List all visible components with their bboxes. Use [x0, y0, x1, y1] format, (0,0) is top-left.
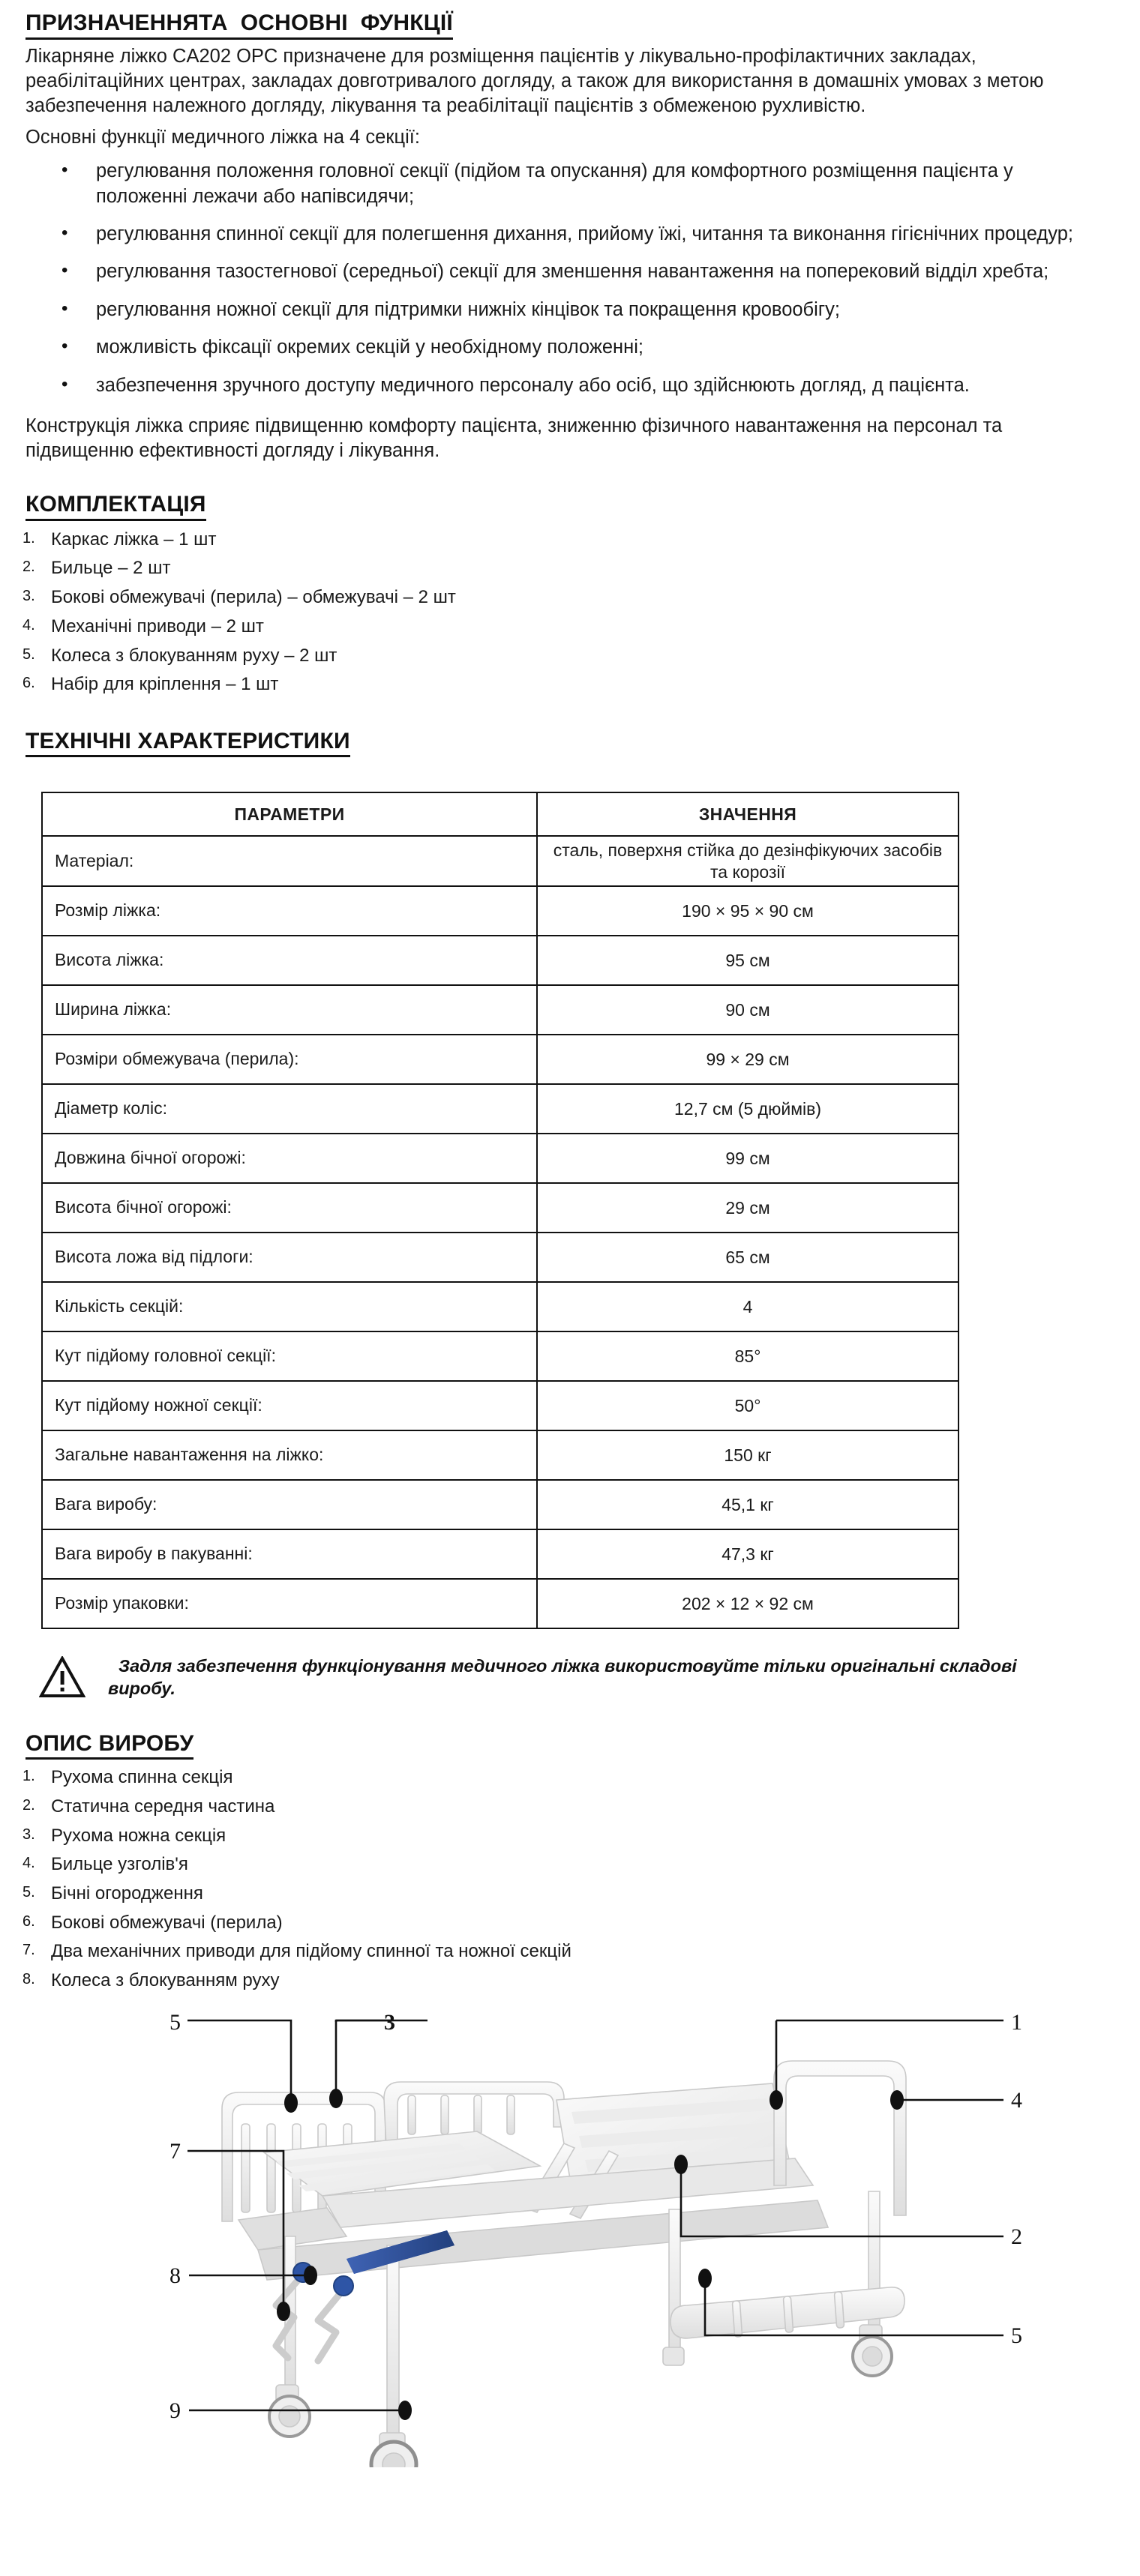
- purpose-intro-paragraph: Лікарняне ліжко CA202 OPC призначене для розміщення пацієнтів у лікувально-профілактичних закладах, реабілітаційних центрах, закладах довготривалого догляду, а також для використання в домашніх умовах з метою забезпечення належного догляду, лікування та реабілітації пацієнтів з обмеженою рухливістю.: [26, 45, 1049, 116]
- spec-value: 99 см: [537, 1134, 958, 1183]
- table-row: [42, 985, 958, 1035]
- warning-notice: [26, 1655, 1046, 1701]
- spec-parameter: Розміри обмежувача (перила):: [42, 1035, 537, 1084]
- spec-value: 29 см: [537, 1183, 958, 1233]
- list-item: Статична середня частина: [51, 1796, 275, 1817]
- functions-list-lead: Основні функції медичного ліжка на 4 секції:: [26, 127, 420, 148]
- spec-parameter: Кількість секцій:: [42, 1282, 537, 1331]
- spec-value: 45,1 кг: [537, 1480, 958, 1529]
- list-item: Рухома ножна секція: [51, 1825, 226, 1846]
- column-header-parameter: ПАРАМЕТРИ: [42, 792, 537, 836]
- spec-value: 190 × 95 × 90 см: [537, 886, 958, 936]
- spec-parameter: Вага виробу:: [42, 1480, 537, 1529]
- spec-value: 50°: [537, 1381, 958, 1430]
- spec-parameter: Висота бічної огорожі:: [42, 1183, 537, 1233]
- spec-value: 12,7 см (5 дюймів): [537, 1084, 958, 1134]
- table-row: [42, 1233, 958, 1282]
- spec-parameter: Ширина ліжка:: [42, 985, 537, 1035]
- table-row: [42, 1134, 958, 1183]
- list-item: Бокові обмежувачі (перила): [51, 1912, 283, 1933]
- table-row: [42, 936, 958, 985]
- spec-parameter: Довжина бічної огорожі:: [42, 1134, 537, 1183]
- table-header-row: [42, 792, 958, 836]
- kit-list: [0, 528, 1140, 696]
- table-row: [42, 1579, 958, 1628]
- specifications-table: [41, 792, 959, 1628]
- list-item: Колеса з блокуванням руху – 2 шт: [51, 645, 338, 666]
- spec-value: 47,3 кг: [537, 1529, 958, 1579]
- list-item: Бокові обмежувачі (перила) – обмежувачі – 2 шт: [51, 587, 456, 608]
- main-functions-list: [0, 159, 1140, 398]
- spec-value: 150 кг: [537, 1430, 958, 1480]
- spec-value: 99 × 29 см: [537, 1035, 958, 1084]
- spec-value: 90 см: [537, 985, 958, 1035]
- table-row: [42, 1035, 958, 1084]
- spec-parameter: Кут підйому ножної секції:: [42, 1381, 537, 1430]
- spec-parameter: Розмір ліжка:: [42, 886, 537, 936]
- purpose-heading: ПРИЗНАЧЕННЯТА ОСНОВНІ ФУНКЦІЇ: [26, 10, 453, 40]
- callout-4: 4: [1011, 2087, 1022, 2113]
- warning-text: Задля забезпечення функціонування медичного ліжка використовуйте тільки оригінальні складові виробу.: [108, 1655, 1022, 1699]
- list-item: Колеса з блокуванням руху: [51, 1969, 280, 1990]
- spec-parameter: Розмір упаковки:: [42, 1579, 537, 1628]
- table-row: [42, 1282, 958, 1331]
- spec-parameter: Висота ліжка:: [42, 936, 537, 985]
- list-item: Механічні приводи – 2 шт: [51, 616, 264, 637]
- spec-parameter: Кут підйому головної секції:: [42, 1331, 537, 1381]
- list-item: Бильце узголів'я: [51, 1854, 188, 1875]
- callout-9: 9: [170, 2398, 181, 2423]
- table-row: [42, 1084, 958, 1134]
- spec-parameter: Діаметр коліс:: [42, 1084, 537, 1134]
- purpose-heading-wrap: [0, 10, 1140, 40]
- list-item: Рухома спинна секція: [51, 1767, 233, 1788]
- table-row: [42, 1183, 958, 1233]
- table-row: [42, 1529, 958, 1579]
- spec-value: 95 см: [537, 936, 958, 985]
- callout-3: 3: [384, 2009, 395, 2035]
- list-item: Набір для кріплення – 1 шт: [51, 674, 279, 695]
- purpose-closing-paragraph: Конструкція ліжка сприяє підвищенню комфорту пацієнта, зниженню фізичного навантаження на персонал та підвищенню ефективності догляду і лікування.: [26, 415, 1008, 462]
- callout-5-top-left: 5: [170, 2009, 181, 2035]
- table-row: [42, 1480, 958, 1529]
- list-item: Два механічних приводи для підйому спинної та ножної секцій: [51, 1941, 572, 1962]
- list-item: Каркас ліжка – 1 шт: [51, 529, 217, 550]
- callout-2: 2: [1011, 2224, 1022, 2249]
- description-heading-wrap: [0, 1731, 1140, 1760]
- specs-heading-wrap: [0, 729, 1140, 758]
- spec-value: сталь, поверхня стійка до дезінфікуючих засобів та корозії: [537, 836, 958, 885]
- spec-parameter: Висота ложа від підлоги:: [42, 1233, 537, 1282]
- table-row: [42, 836, 958, 885]
- column-header-value: ЗНАЧЕННЯ: [537, 792, 958, 836]
- list-item: • можливість фіксації окремих секцій у необхідному положенні;: [0, 335, 1102, 360]
- list-item: Бильце – 2 шт: [51, 558, 171, 579]
- spec-parameter: Загальне навантаження на ліжко:: [42, 1430, 537, 1480]
- specs-heading: ТЕХНІЧНІ ХАРАКТЕРИСТИКИ: [26, 729, 350, 758]
- spec-value: 85°: [537, 1331, 958, 1381]
- warning-triangle-icon: [39, 1656, 86, 1698]
- list-item: Бічні огородження: [51, 1883, 203, 1904]
- table-row: [42, 886, 958, 936]
- list-item: • регулювання положення головної секції (підйом та опускання) для комфортного розміщення пацієнта у положенні лежачи або напівсидячи;: [0, 159, 1102, 209]
- table-row: [42, 1331, 958, 1381]
- spec-value: 65 см: [537, 1233, 958, 1282]
- table-row: [42, 1430, 958, 1480]
- kit-heading: КОМПЛЕКТАЦІЯ: [26, 492, 206, 521]
- spec-value: 4: [537, 1282, 958, 1331]
- list-item: • забезпечення зручного доступу медичного персоналу або осіб, що здійснюють догляд, д пацієнта.: [0, 373, 1102, 398]
- callout-7: 7: [170, 2138, 181, 2164]
- list-item: • регулювання спинної секції для полегшення дихання, прийому їжі, читання та виконання гігієнічних процедур;: [0, 222, 1102, 247]
- spec-value: 202 × 12 × 92 см: [537, 1579, 958, 1628]
- list-item: • регулювання тазостегнової (середньої) секції для зменшення навантаження на поперековий відділ хребта;: [0, 259, 1102, 284]
- description-list: [0, 1766, 1140, 1992]
- table-row: [42, 1381, 958, 1430]
- spec-parameter: Матеріал:: [42, 836, 537, 885]
- callout-1: 1: [1011, 2009, 1022, 2035]
- description-heading: ОПИС ВИРОБУ: [26, 1731, 194, 1760]
- kit-heading-wrap: [0, 492, 1140, 521]
- spec-parameter: Вага виробу в пакуванні:: [42, 1529, 537, 1579]
- callout-5-bottom-right: 5: [1011, 2323, 1022, 2348]
- callout-8: 8: [170, 2263, 181, 2288]
- medical-bed-diagram: [0, 2011, 1140, 2467]
- list-item: • регулювання ножної секції для підтримки нижніх кінцівок та покращення кровообігу;: [0, 298, 1102, 322]
